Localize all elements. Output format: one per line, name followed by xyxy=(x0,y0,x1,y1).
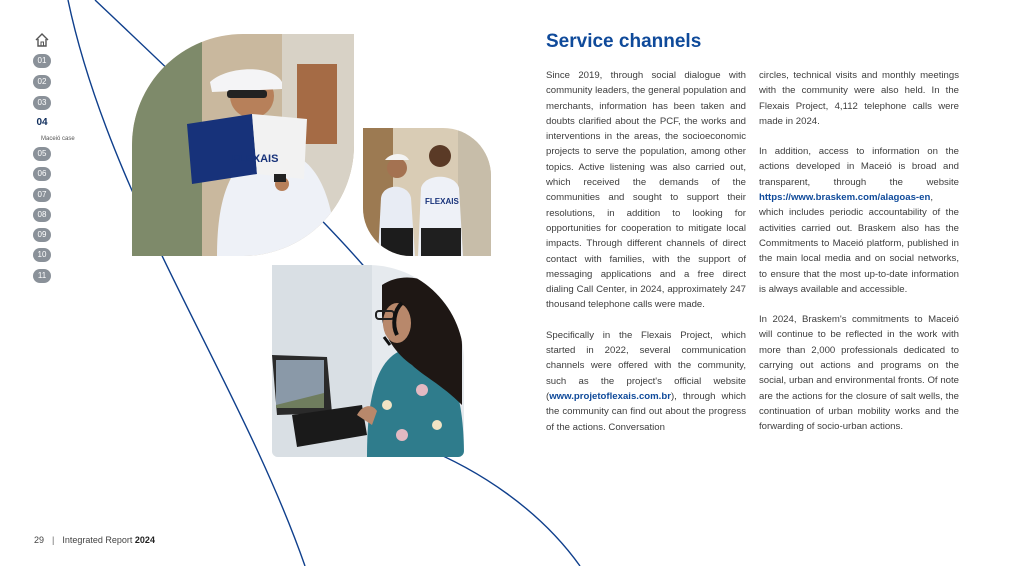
photo-two-women xyxy=(363,128,491,256)
nav-chapter-01[interactable]: 01 xyxy=(33,54,51,68)
home-icon[interactable] xyxy=(34,32,50,48)
nav-chapter-06[interactable]: 06 xyxy=(33,167,51,181)
nav-chapter-08[interactable]: 08 xyxy=(33,208,51,222)
curve-bottom xyxy=(420,446,580,566)
braskem-alagoas-link[interactable]: https://www.braskem.com/alagoas-en xyxy=(759,192,931,204)
nav-active-sublabel: Maceió case xyxy=(41,136,75,142)
page-number: 29 xyxy=(34,535,45,545)
photo-call-center-agent xyxy=(272,265,464,457)
folder-text: FLEXAIS xyxy=(232,153,279,165)
nav-chapter-03[interactable]: 03 xyxy=(33,96,51,110)
right-paragraph-1: circles, technical visits and monthly meetings with the community were also held. In the Flexais Project, 4,112 telephone calls were made in 2024. xyxy=(759,70,959,127)
nav-chapter-02[interactable]: 02 xyxy=(33,75,51,89)
nav-chapter-04[interactable]: 04 xyxy=(33,116,51,130)
left-paragraph-2: Specifically in the Flexais Project, which started in 2022, several communication channels were offered with the community, such as the project's official website (www.projetoflexais.com.br), through which the community can find out about the progress of the actions. Conversation xyxy=(546,329,746,433)
report-label: Integrated Report xyxy=(62,535,133,545)
shirt-text: FLEXAIS xyxy=(425,197,459,206)
page-title: Service channels xyxy=(546,31,702,52)
right-paragraph-2: In addition, access to information on the actions developed in Maceió is broad and transparent, through the website https://www.braskem.com/alagoas-en, which includes periodic accountability of the activities carried out. Braskem also has the Commitments to Maceió platform, published in the main local media and on social networks, to ensure that the most up-to-date information is always available and accessible. xyxy=(759,146,959,295)
nav-chapter-10[interactable]: 10 xyxy=(33,248,51,262)
text-column-right xyxy=(759,68,959,450)
photo-woman-reading-folder xyxy=(132,34,354,256)
page-footer xyxy=(34,535,155,545)
flexais-website-link[interactable]: www.projetoflexais.com.br xyxy=(549,390,671,402)
nav-chapter-09[interactable]: 09 xyxy=(33,228,51,242)
footer-separator: | xyxy=(52,535,55,545)
left-paragraph-1: Since 2019, through social dialogue with community leaders, the general population and merchants, information has been taken and doubts clarified about the PCF, the works and interventions in the areas, the socioeconomic projects to serve the population, among other topics. Active listening was also carried out, which received the demands of the communities and sought to support their resolutions, in addition to looking for opportunities for cooperation to mitigate local impacts. Through different channels of direct contact with families, with the support of messaging applications and a free direct dialing Call Center, in 2024, approximately 247 thousand telephone calls were made. xyxy=(546,70,746,311)
nav-chapter-05[interactable]: 05 xyxy=(33,147,51,161)
nav-chapter-07[interactable]: 07 xyxy=(33,188,51,202)
nav-chapter-11[interactable]: 11 xyxy=(33,269,51,283)
report-year: 2024 xyxy=(134,535,155,545)
right-paragraph-3: In 2024, Braskem's commitments to Maceió will continue to be reflected in the work with more than 2,000 professionals dedicated to carrying out actions and programs on the social, urban and environmental fronts. Of note are the actions for the closure of salt wells, the continuation of urban mobility works and the forwarding of socio-urban actions. xyxy=(759,314,959,433)
text-column-left xyxy=(546,68,746,450)
